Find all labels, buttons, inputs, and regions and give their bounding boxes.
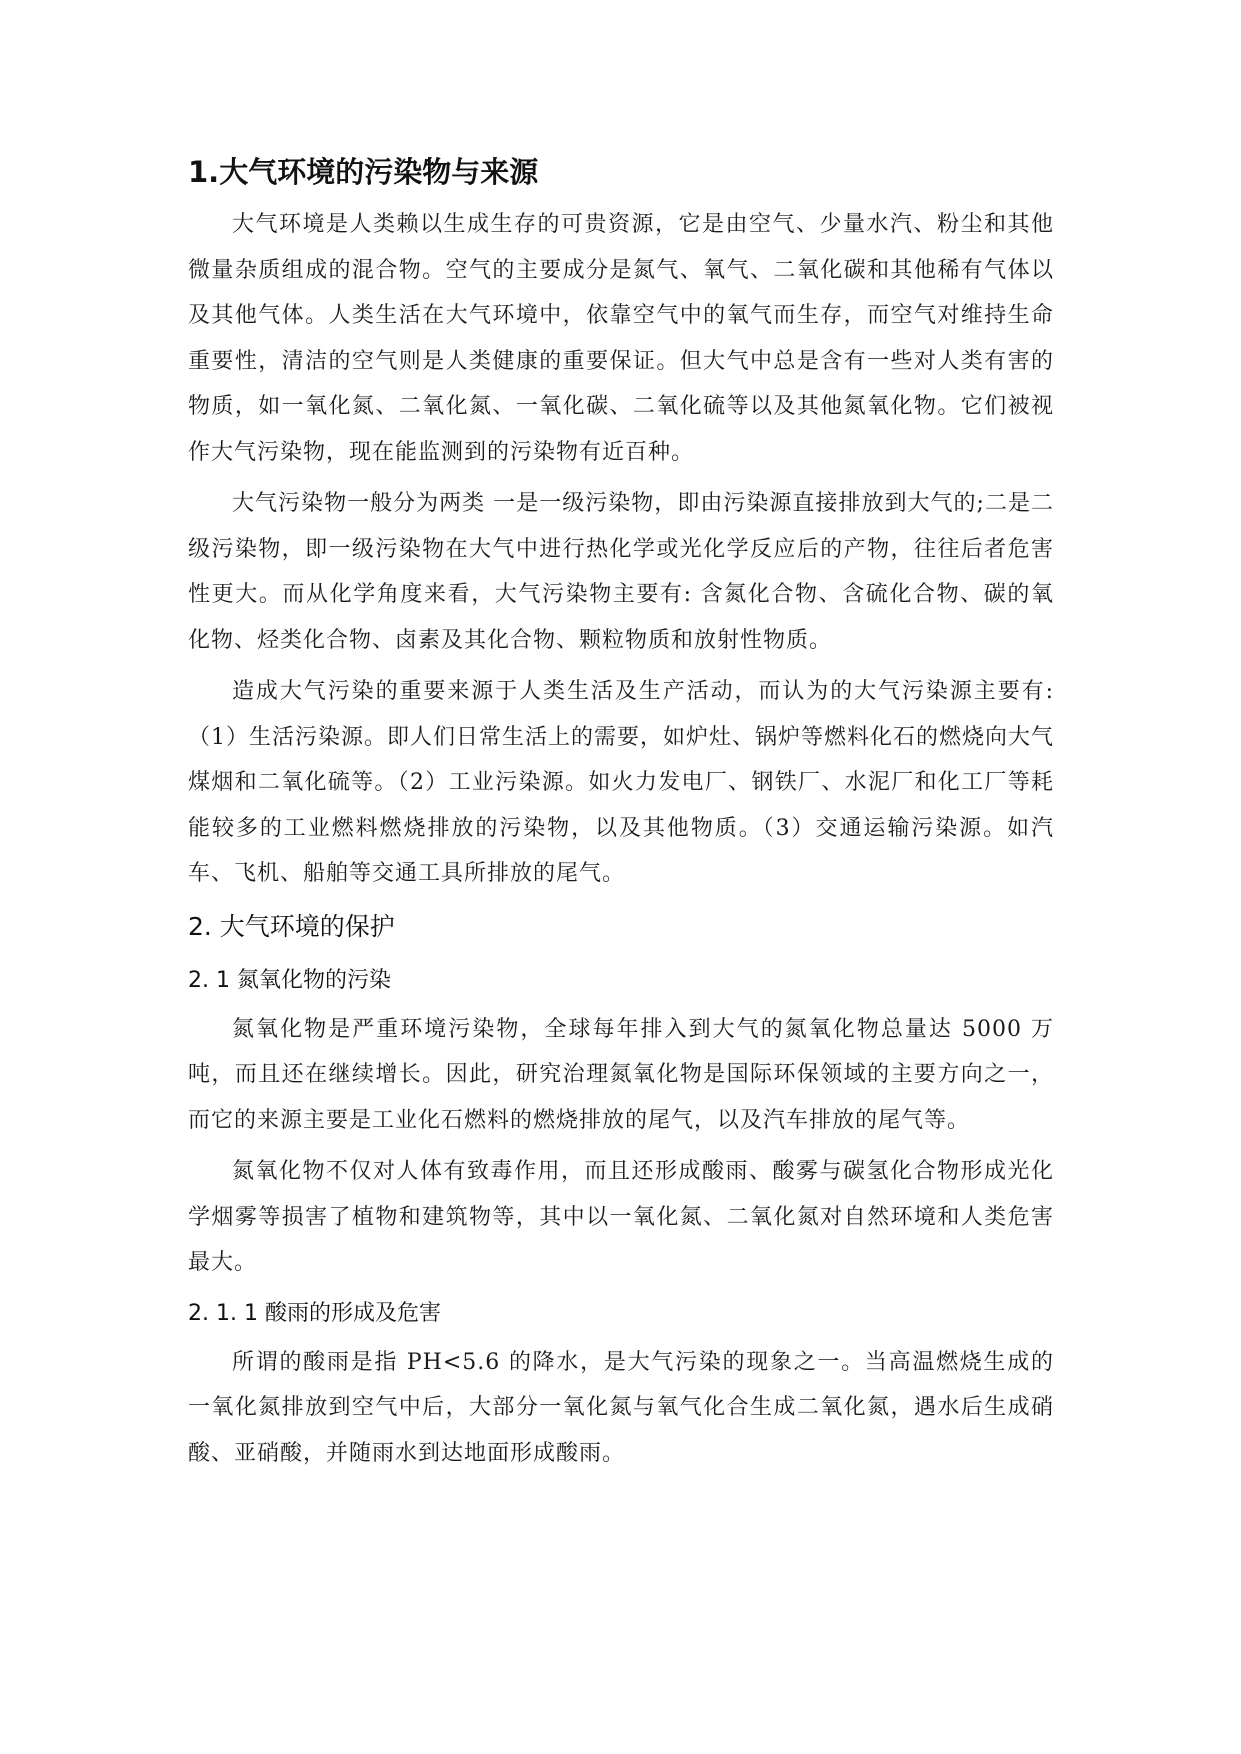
section-2-1-paragraph-1: 氮氧化物是严重环境污染物，全球每年排入到大气的氮氧化物总量达 5000 万吨，而且还在继续增长。因此，研究治理氮氧化物是国际环保领域的主要方向之一，而它的来源主要是工业化石燃料的燃烧排放的尾气，以及汽车排放的尾气等。 — [188, 1016, 1054, 1133]
section-2-1-1-paragraph-1: 所谓的酸雨是指 PH<5.6 的降水，是大气污染的现象之一。当高温燃烧生成的一氧化氮排放到空气中后，大部分一氧化氮与氧气化合生成二氧化氮，遇水后生成硝酸、亚硝酸，并随雨水到达地面形成酸雨。 — [188, 1349, 1054, 1466]
section-1-heading: 1.大气环境的污染物与来源 — [188, 155, 539, 189]
section-2-1-paragraph-2: 氮氧化物不仅对人体有致毒作用，而且还形成酸雨、酸雾与碳氢化合物形成光化学烟雾等损害了植物和建筑物等，其中以一氧化氮、二氧化氮对自然环境和人类危害最大。 — [188, 1159, 1054, 1275]
section-1-paragraph-2: 大气污染物一般分为两类 一是一级污染物，即由污染源直接排放到大气的;二是二级污染物，即一级污染物在大气中进行热化学或光化学反应后的产物，往往后者危害性更大。而从化学角度来看，大气污染物主要有: 含氮化合物、含硫化合物、碳的氧化物、烃类化合物、卤素及其化合物、颗粒物质和放射性物质。 — [188, 491, 1054, 653]
document-body — [188, 148, 1054, 1482]
section-1-paragraph-1: 大气环境是人类赖以生成生存的可贵资源，它是由空气、少量水汽、粉尘和其他微量杂质组成的混合物。空气的主要成分是氮气、氧气、二氧化碳和其他稀有气体以及其他气体。人类生活在大气环境中，依靠空气中的氧气而生存，而空气对维持生命重要性，清洁的空气则是人类健康的重要保证。但大气中总是含有一些对人类有害的物质，如一氧化氮、二氧化氮、一氧化碳、二氧化硫等以及其他氮氧化物。它们被视作大气污染物，现在能监测到的污染物有近百种。 — [188, 212, 1054, 465]
section-1-paragraph-3: 造成大气污染的重要来源于人类生活及生产活动，而认为的大气污染源主要有:（1）生活污染源。即人们日常生活上的需要，如炉灶、锅炉等燃料化石的燃烧向大气煤烟和二氧化硫等。（2）工业污染源。如火力发电厂、钢铁厂、水泥厂和化工厂等耗能较多的工业燃料燃烧排放的污染物，以及其他物质。（3）交通运输污染源。如汽车、飞机、船舶等交通工具所排放的尾气。 — [188, 679, 1054, 886]
section-2-1-1-heading: 2. 1. 1 酸雨的形成及危害 — [188, 1300, 441, 1326]
section-2-heading: 2. 大气环境的保护 — [188, 911, 395, 941]
section-2-1-heading: 2. 1 氮氧化物的污染 — [188, 967, 391, 993]
